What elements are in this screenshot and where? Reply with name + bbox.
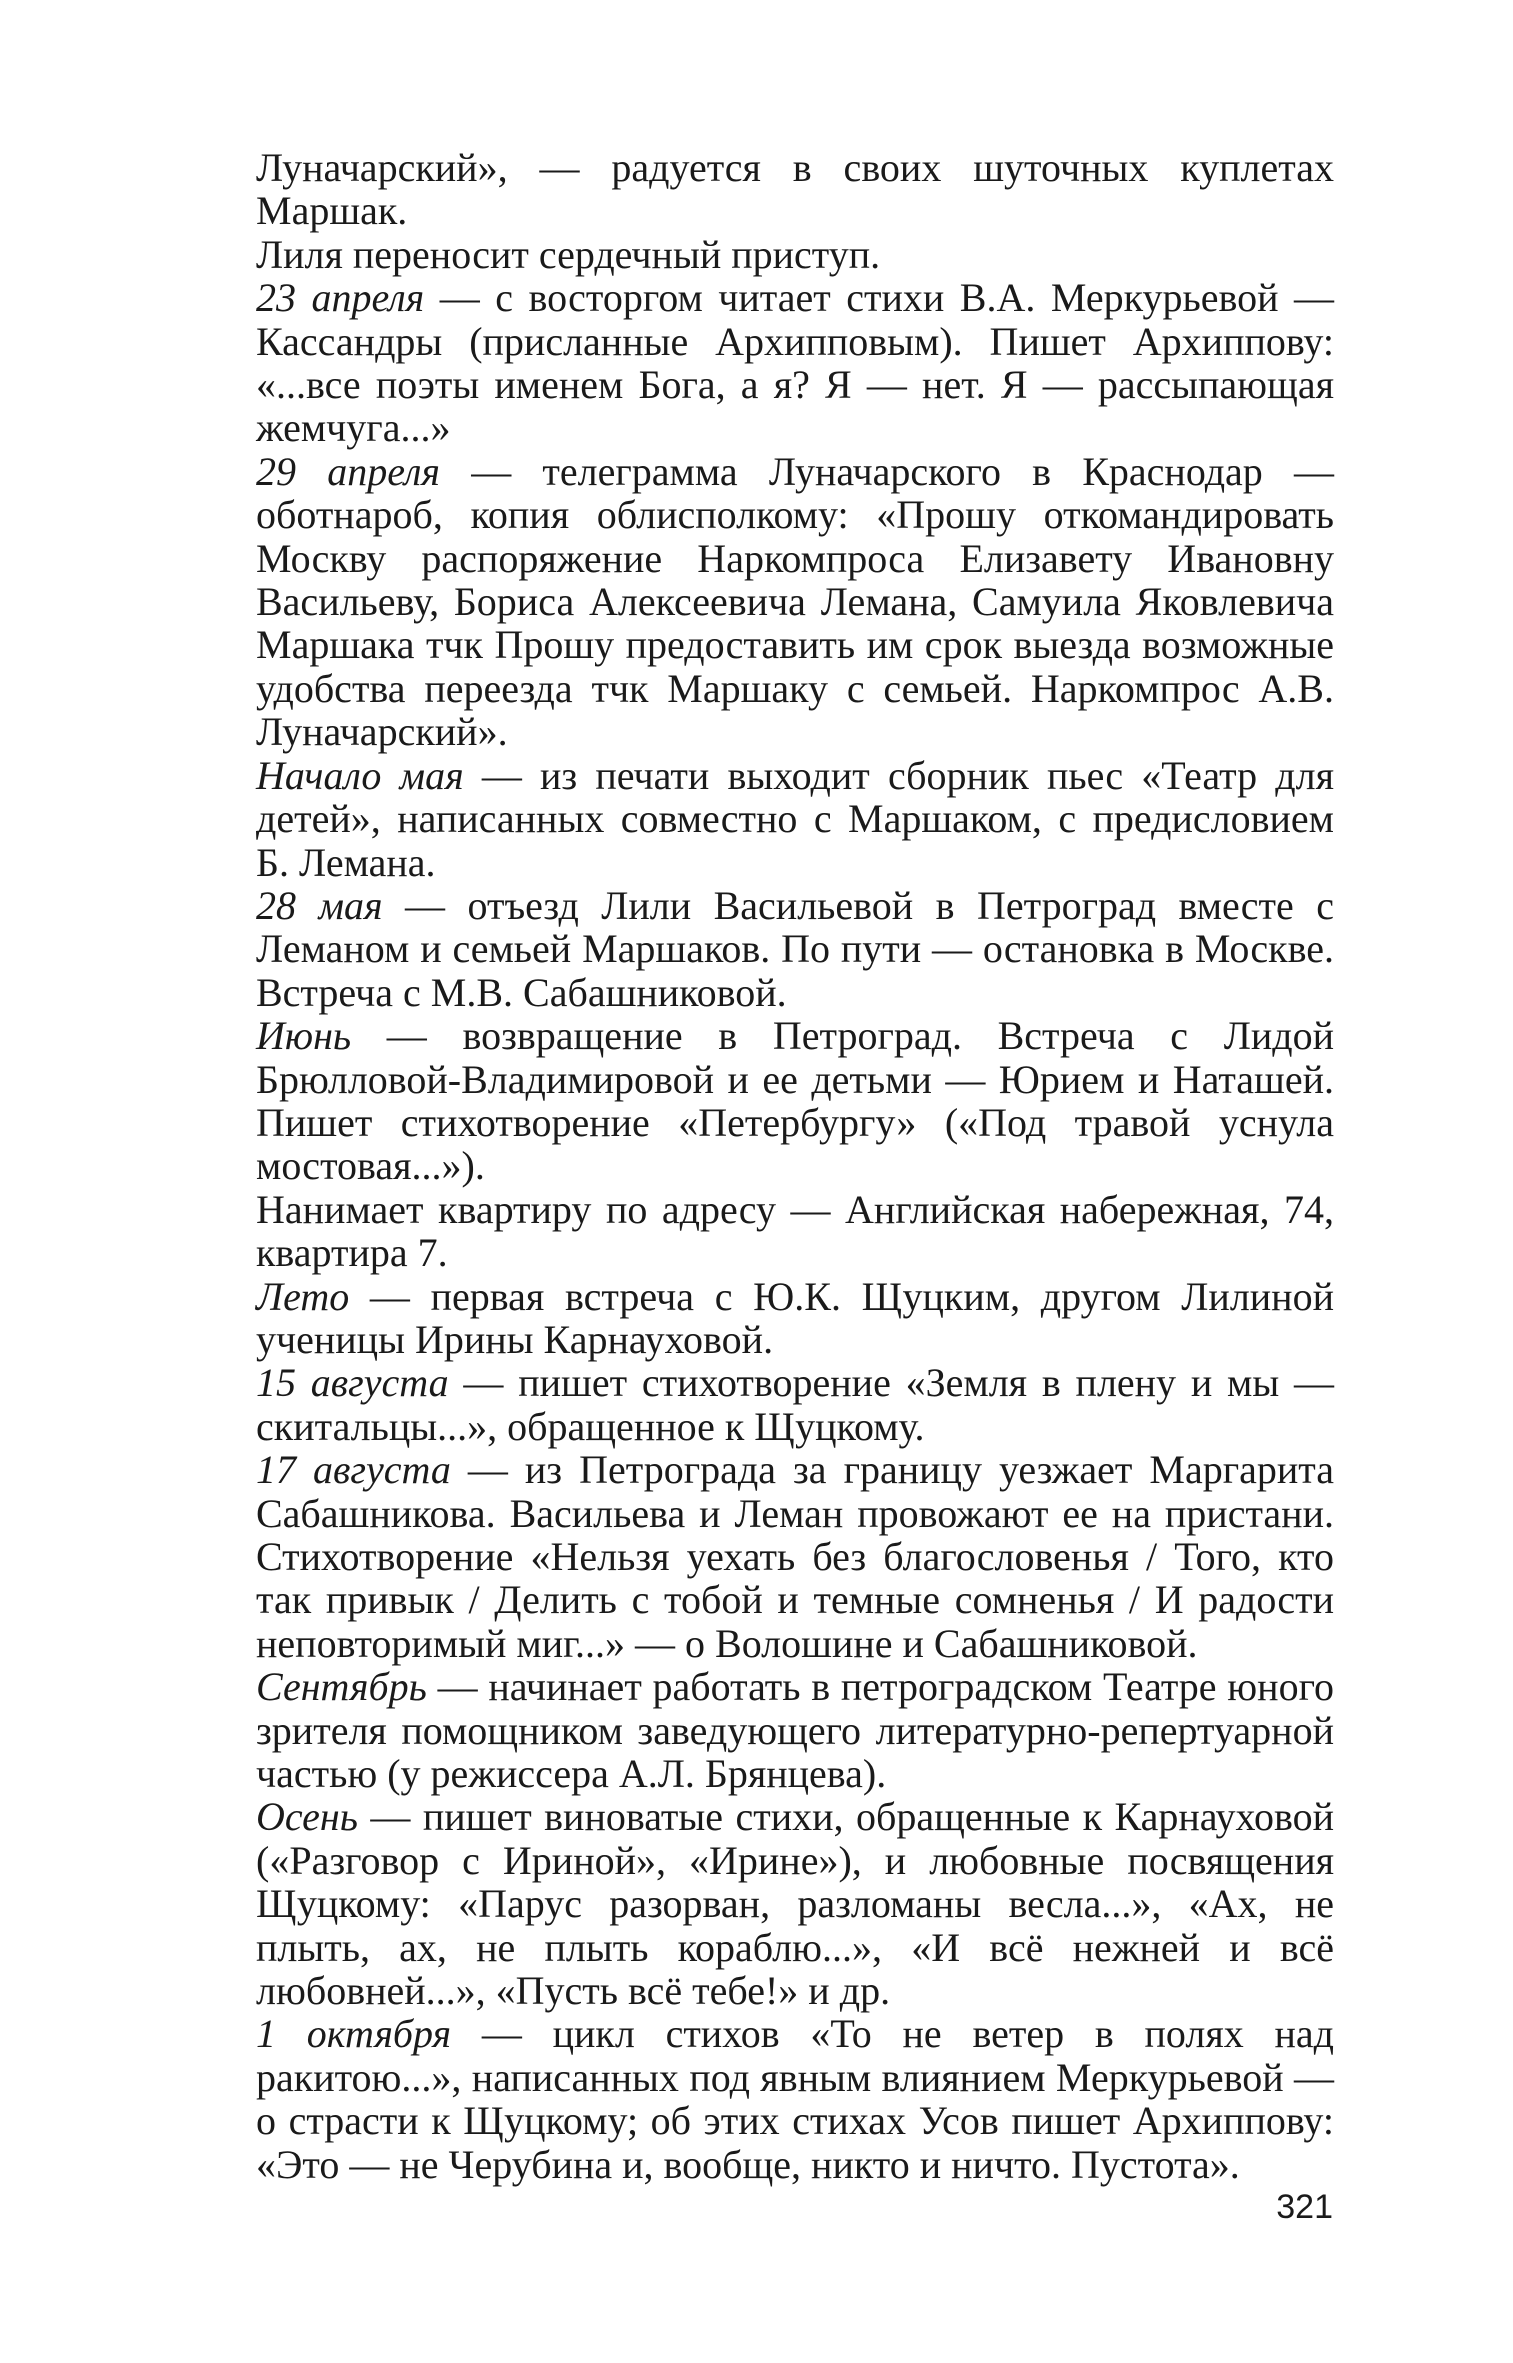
entry-text: Лиля переносит сердечный приступ. xyxy=(256,231,881,277)
entry-text: — с восторгом читает стихи В.А. Меркурьевой — Кассандры (присланные Архипповым). Пишет Архиппову: «...все поэты именем Бога, а я? Я — нет. Я — рассыпающая жемчуга...» xyxy=(256,275,1334,451)
page-number: 321 xyxy=(1276,2188,1333,2226)
entry-paragraph xyxy=(256,146,1334,233)
entry-date: 28 мая xyxy=(256,882,383,928)
entry-paragraph xyxy=(256,754,1334,884)
entry-text: — возвращение в Петроград. Встреча с Лидой Брюлловой-Владимировой и ее детьми — Юрием и Наташей. Пишет стихотворение «Петербургу» («Под травой уснула мостовая...»). xyxy=(256,1013,1334,1189)
entry-text: — первая встреча с Ю.К. Щуцким, другом Лилиной ученицы Ирины Карнауховой. xyxy=(256,1273,1334,1362)
entry-paragraph xyxy=(256,233,1334,276)
entry-date: Июнь xyxy=(256,1013,352,1059)
entry-text: — из Петрограда за границу уезжает Маргарита Сабашникова. Васильева и Леман провожают ее на пристани. Стихотворение «Нельзя уехать без благословенья / Того, кто так привык / Делить с тобой и темные сомненья / И радости неповторимый миг...» — о Волошине и Сабашниковой. xyxy=(256,1447,1334,1666)
entry-paragraph xyxy=(256,2012,1334,2186)
entry-text: — цикл стихов «То не ветер в полях над ракитою...», написанных под явным влиянием Меркурьевой — о страсти к Щуцкому; об этих стихах Усов пишет Архиппову: «Это — не Черубина и, вообще, никто и ничто. Пустота». xyxy=(256,2011,1334,2187)
entry-paragraph xyxy=(256,1665,1334,1795)
entry-date: 29 апреля xyxy=(256,448,440,494)
entry-text: — пишет виноватые стихи, обращенные к Карнауховой («Разговор с Ириной», «Ирине»), и любовные посвящения Щуцкому: «Парус разорван, разломаны весла...», «Ах, не плыть, ах, не плыть кораблю...», «И всё нежней и всё любовней...», «Пусть всё тебе!» и др. xyxy=(256,1794,1334,2014)
entry-paragraph xyxy=(256,1448,1334,1665)
entry-paragraph xyxy=(256,1275,1334,1362)
entry-paragraph xyxy=(256,1188,1334,1275)
entry-date: Лето xyxy=(256,1273,350,1319)
entry-paragraph xyxy=(256,1795,1334,2012)
entry-date: 15 августа xyxy=(256,1360,449,1406)
entry-text: — телеграмма Луначарского в Краснодар — оботнароб, копия облисполкому: «Прошу откомандировать Москву распоряжение Наркомпроса Елизавету Ивановну Васильеву, Бориса Алексеевича Лемана, Самуила Яковлевича Маршака тчк Прошу предоставить им срок выезда возможные удобства переезда тчк Маршаку с семьей. Наркомпрос А.В. Луначарский». xyxy=(256,448,1334,755)
entry-date: 23 апреля xyxy=(256,275,425,321)
entry-text: — из печати выходит сборник пьес «Театр для детей», написанных совместно с Маршаком, с предисловием Б. Лемана. xyxy=(256,752,1334,885)
entry-paragraph xyxy=(256,276,1334,450)
entry-paragraph xyxy=(256,884,1334,1014)
entry-text: Луначарский», — радуется в своих шуточных куплетах Маршак. xyxy=(256,145,1334,234)
entry-date: 17 августа xyxy=(256,1447,451,1493)
page-body xyxy=(256,146,1334,2186)
entry-text: — отъезд Лили Васильевой в Петроград вместе с Леманом и семьей Маршаков. По пути — остановка в Москве. Встреча с М.В. Сабашниковой. xyxy=(256,882,1334,1015)
entry-date: Начало мая xyxy=(256,752,464,798)
entry-text: — начинает работать в петроградском Театре юного зрителя помощником заведующего литературно-репертуарной частью (у режиссера А.Л. Брянцева). xyxy=(256,1664,1334,1797)
entry-date: 1 октября xyxy=(256,2011,452,2057)
entry-date: Осень xyxy=(256,1794,358,1840)
entry-text: — пишет стихотворение «Земля в плену и мы — скитальцы...», обращенное к Щуцкому. xyxy=(256,1360,1334,1449)
entry-paragraph xyxy=(256,1014,1334,1188)
entry-date: Сентябрь xyxy=(256,1664,427,1710)
entry-text: Нанимает квартиру по адресу — Английская набережная, 74, квартира 7. xyxy=(256,1186,1334,1276)
entry-paragraph xyxy=(256,1361,1334,1448)
entry-paragraph xyxy=(256,450,1334,754)
